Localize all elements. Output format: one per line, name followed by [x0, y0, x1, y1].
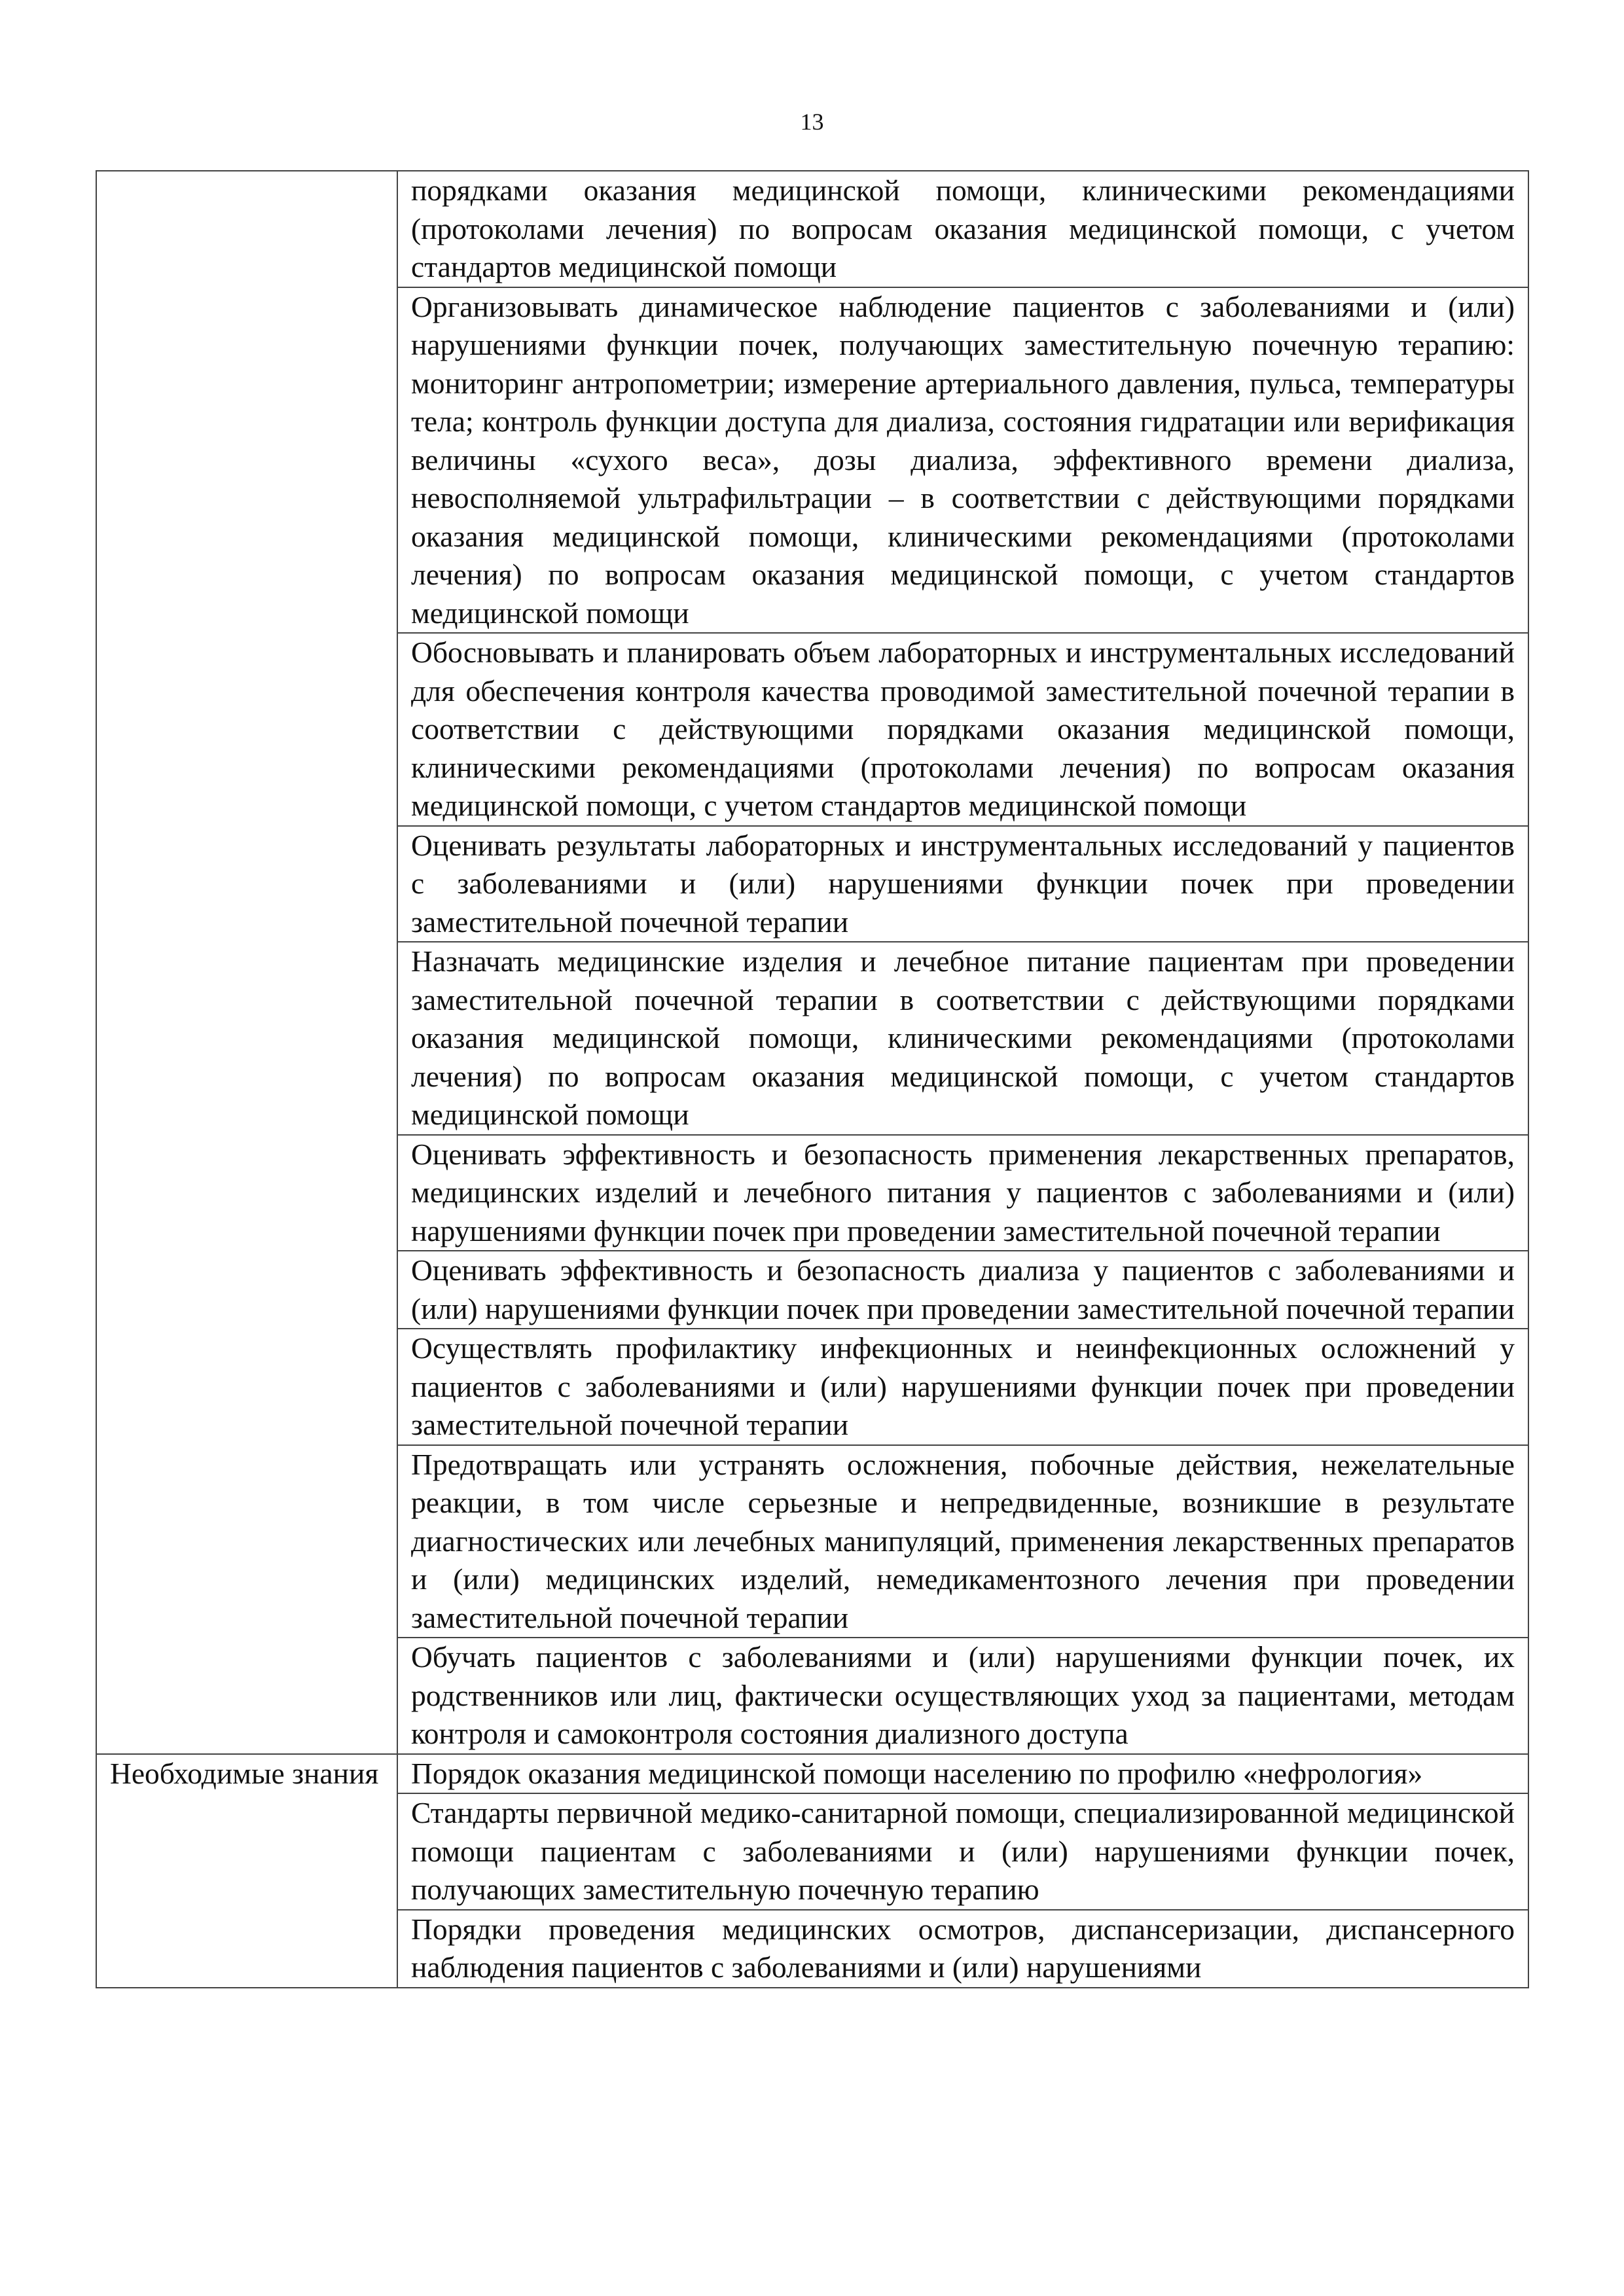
table-row — [96, 942, 1528, 1135]
table-row — [96, 1135, 1528, 1251]
table-cell: Обосновывать и планировать объем лабораторных и инструментальных исследований для обеспечения контроля качества проводимой заместительной почечной терапии в соответствии с действующими порядками оказания медицинской помощи, клиническими рекомендациями (протоколами лечения) по вопросам оказания медицинской помощи, с учетом стандартов медицинской помощи — [397, 633, 1528, 826]
table-row — [96, 1445, 1528, 1638]
table-cell: Осуществлять профилактику инфекционных и неинфекционных осложнений у пациентов с заболеваниями и (или) нарушениями функции почек при проведении заместительной почечной терапии — [397, 1329, 1528, 1445]
table-row — [96, 826, 1528, 942]
table-cell: Оценивать результаты лабораторных и инструментальных исследований у пациентов с заболеваниями и (или) нарушениями функции почек при проведении заместительной почечной терапии — [397, 826, 1528, 942]
table-cell: Назначать медицинские изделия и лечебное питание пациентам при проведении заместительной почечной терапии в соответствии с действующими порядками оказания медицинской помощи, клиническими рекомендациями (протоколами лечения) по вопросам оказания медицинской помощи, с учетом стандартов медицинской помощи — [397, 942, 1528, 1135]
table-cell: Оценивать эффективность и безопасность диализа у пациентов с заболеваниями и (или) нарушениями функции почек при проведении заместительной почечной терапии — [397, 1251, 1528, 1329]
table-cell: Порядки проведения медицинских осмотров, диспансеризации, диспансерного наблюдения пациентов с заболеваниями и (или) нарушениями — [397, 1910, 1528, 1988]
table-cell: Предотвращать или устранять осложнения, побочные действия, нежелательные реакции, в том числе серьезные и непредвиденные, возникшие в результате диагностических или лечебных манипуляций, применения лекарственных препаратов и (или) медицинских изделий, немедикаментозного лечения при проведении заместительной почечной терапии — [397, 1445, 1528, 1638]
table-row — [96, 1251, 1528, 1329]
requirements-table — [96, 170, 1529, 1988]
table-cell: порядками оказания медицинской помощи, клиническими рекомендациями (протоколами лечения) по вопросам оказания медицинской помощи, с учетом стандартов медицинской помощи — [397, 171, 1528, 287]
table-row — [96, 1638, 1528, 1754]
page-number: 13 — [800, 109, 824, 135]
table-cell: Оценивать эффективность и безопасность применения лекарственных препаратов, медицинских изделий и лечебного питания у пациентов с заболеваниями и (или) нарушениями функции почек при проведении заместительной почечной терапии — [397, 1135, 1528, 1251]
table-row — [96, 1754, 1528, 1794]
table-row — [96, 1793, 1528, 1910]
table-row — [96, 633, 1528, 826]
table-cell: Организовывать динамическое наблюдение пациентов с заболеваниями и (или) нарушениями функции почек, получающих заместительную почечную терапию: мониторинг антропометрии; измерение артериального давления, пульса, температуры тела; контроль функции доступа для диализа, состояния гидратации или верификация величины «сухого веса», дозы диализа, эффективного времени диализа, невосполняемой ультрафильтрации – в соответствии с действующими порядками оказания медицинской помощи, клиническими рекомендациями (протоколами лечения) по вопросам оказания медицинской помощи, с учетом стандартов медицинской помощи — [397, 287, 1528, 634]
section-label — [96, 171, 397, 287]
table-cell: Порядок оказания медицинской помощи населению по профилю «нефрология» — [397, 1754, 1528, 1794]
table-cell: Стандарты первичной медико-санитарной помощи, специализированной медицинской помощи пациентам с заболеваниями и (или) нарушениями функции почек, получающих заместительную почечную терапию — [397, 1793, 1528, 1910]
table-row — [96, 1329, 1528, 1445]
table-cell: Обучать пациентов с заболеваниями и (или) нарушениями функции почек, их родственников или лиц, фактически осуществляющих уход за пациентами, методам контроля и самоконтроля состояния диализного доступа — [397, 1638, 1528, 1754]
table-row — [96, 1910, 1528, 1988]
table-row — [96, 287, 1528, 634]
table-row — [96, 171, 1528, 287]
section-label: Необходимые знания — [96, 1754, 397, 1794]
